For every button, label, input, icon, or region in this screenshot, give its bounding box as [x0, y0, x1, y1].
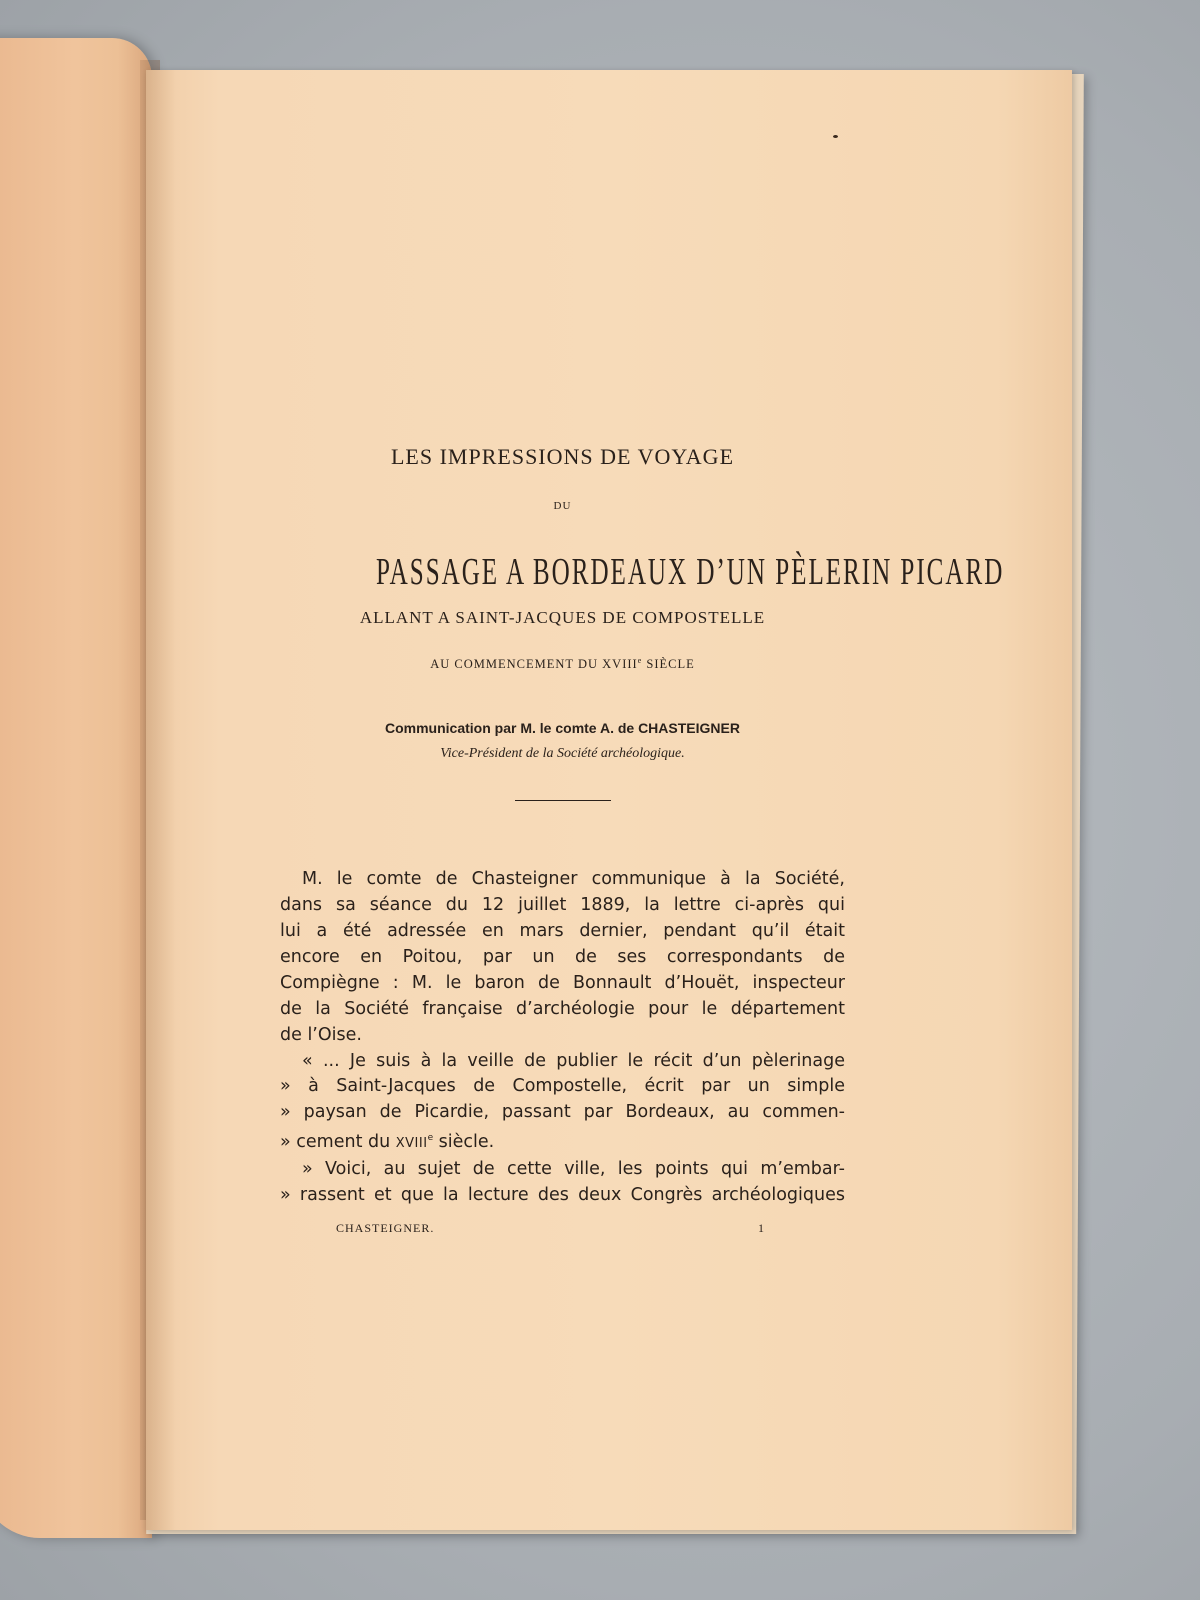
century-numeral: XVIII [395, 1136, 428, 1152]
body-line: » rassent et que la lecture des deux Congrès archéologiques [280, 1184, 845, 1205]
century-sup: e [427, 1133, 434, 1144]
body-line: encore en Poitou, par un de ses correspondants de [280, 946, 845, 967]
body-line-end: siècle. [433, 1132, 495, 1153]
author-role: Vice-Président de la Société archéologique. [440, 746, 685, 762]
title-time-sup: e [637, 656, 643, 665]
left-page [0, 38, 152, 1538]
body-line: lui a été adressée en mars dernier, pendant qu’il était [280, 920, 845, 941]
title-time [280, 656, 845, 672]
page-footer [280, 1221, 845, 1236]
page-content [280, 430, 1005, 1236]
body-line: Compiègne : M. le baron de Bonnault d’Houët, inspecteur [280, 972, 845, 993]
body-line: » paysan de Picardie, passant par Bordeaux, au commen- [280, 1102, 845, 1123]
separator-rule [515, 800, 611, 801]
body-line: M. le comte de Chasteigner communique à la Société, [302, 869, 845, 890]
title-time-post: SIÈCLE [642, 657, 695, 672]
body-line: de l’Oise. [280, 1024, 362, 1045]
title-du: DU [553, 500, 572, 512]
body-line: de la Société française d’archéologie pour le département [280, 998, 845, 1019]
title-line1: LES IMPRESSIONS DE VOYAGE [390, 444, 735, 469]
body-line: » Voici, au sujet de cette ville, les points qui m’embar- [302, 1158, 845, 1179]
title-time-pre: AU COMMENCEMENT DU XVIII [430, 657, 638, 672]
body-line: dans sa séance du 12 juillet 1889, la lettre ci-après qui [280, 895, 845, 916]
page-number: 1 [758, 1220, 765, 1235]
body-line-start: » cement du [280, 1132, 396, 1153]
subtitle: ALLANT A SAINT-JACQUES DE COMPOSTELLE [359, 608, 766, 627]
body-line-century [280, 1126, 845, 1157]
paper-speck [833, 135, 838, 138]
author-line: Communication par M. le comte A. de CHASTEIGNER [385, 720, 740, 737]
body-line: » à Saint-Jacques de Compostelle, écrit par un simple [280, 1076, 845, 1097]
footer-author: CHASTEIGNER. [336, 1220, 435, 1235]
main-title: PASSAGE A BORDEAUX D’UN PÈLERIN PICARD [376, 551, 1005, 593]
body-text [280, 867, 845, 1209]
body-line: « ... Je suis à la veille de publier le récit d’un pèlerinage [302, 1050, 845, 1071]
gutter-shadow [146, 70, 176, 1530]
